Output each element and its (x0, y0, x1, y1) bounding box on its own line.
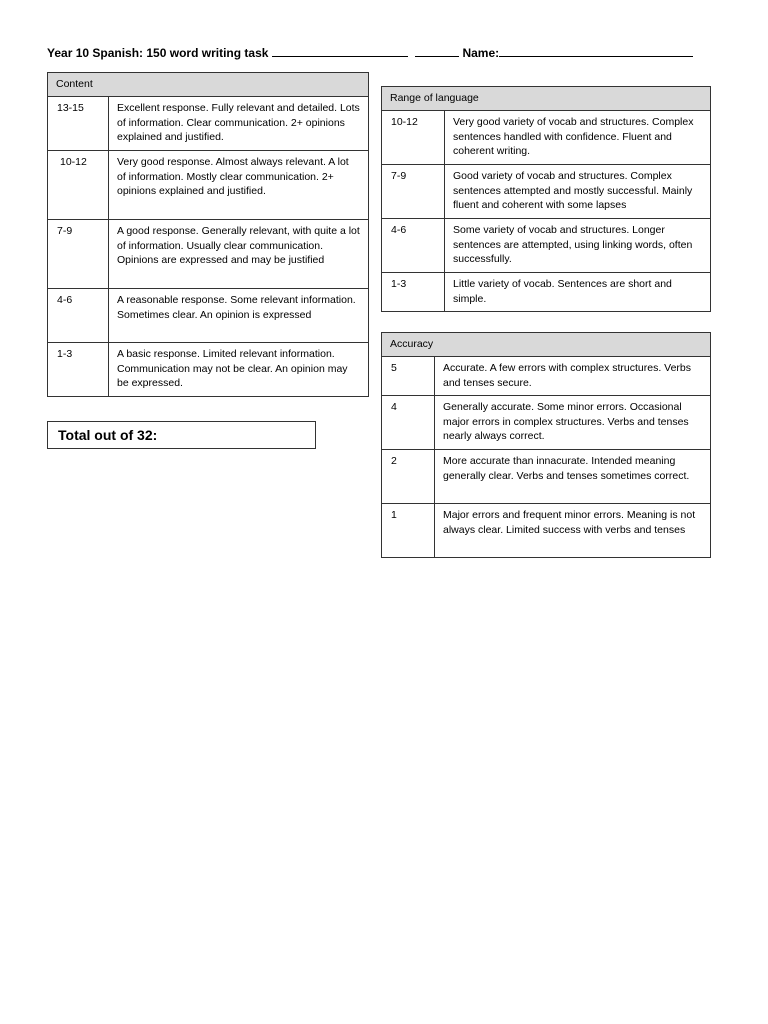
table-row (48, 343, 369, 397)
band-score: 4-6 (48, 289, 109, 343)
table-row (382, 504, 711, 558)
table-row (382, 219, 711, 273)
band-description: Good variety of vocab and structures. Complex sentences attempted and mostly successful. Mainly fluent and coherent with some lapses (445, 165, 711, 219)
table-row (382, 273, 711, 312)
band-score: 4 (382, 396, 435, 450)
band-description: A good response. Generally relevant, with quite a lot of information. Usually clear communication. Opinions are expressed and may be justified (109, 220, 369, 289)
name-label: Name: (462, 46, 500, 60)
band-description: More accurate than innacurate. Intended meaning generally clear. Verbs and tenses sometimes correct. (435, 450, 711, 504)
band-score: 4-6 (382, 219, 445, 273)
band-score: 5 (382, 357, 435, 396)
name-field-line (499, 44, 693, 57)
band-description: A reasonable response. Some relevant information. Sometimes clear. An opinion is expressed (109, 289, 369, 343)
total-score-box (47, 421, 316, 449)
band-score: 7-9 (382, 165, 445, 219)
band-description: A basic response. Limited relevant information. Communication may not be clear. An opinion may be expressed. (109, 343, 369, 397)
accuracy-heading: Accuracy (382, 333, 711, 357)
range-heading: Range of language (382, 87, 711, 111)
band-description: Accurate. A few errors with complex structures. Verbs and tenses secure. (435, 357, 711, 396)
band-score: 13-15 (48, 97, 109, 151)
band-description: Very good response. Almost always relevant. A lot of information. Mostly clear communication. 2+ opinions explained and justified. (109, 151, 369, 220)
band-description: Little variety of vocab. Sentences are short and simple. (445, 273, 711, 312)
band-score: 1-3 (48, 343, 109, 397)
band-description: Excellent response. Fully relevant and detailed. Lots of information. Clear communication. 2+ opinions explained and justified. (109, 97, 369, 151)
band-score: 1-3 (382, 273, 445, 312)
gap-underline (415, 44, 459, 57)
band-score: 2 (382, 450, 435, 504)
band-description: Some variety of vocab and structures. Longer sentences are attempted, using linking words, often successfully. (445, 219, 711, 273)
band-score: 1 (382, 504, 435, 558)
band-description: Major errors and frequent minor errors. Meaning is not always clear. Limited success with verbs and tenses (435, 504, 711, 558)
worksheet-header (47, 44, 693, 60)
table-row (382, 165, 711, 219)
page-title: Year 10 Spanish: 150 word writing task (47, 46, 269, 60)
band-description: Generally accurate. Some minor errors. Occasional major errors in complex structures. Verbs and tenses nearly always correct. (435, 396, 711, 450)
table-row (382, 450, 711, 504)
band-description: Very good variety of vocab and structures. Complex sentences handled with confidence. Fluent and coherent writing. (445, 111, 711, 165)
band-score: 10-12 (48, 151, 109, 220)
total-label: Total out of 32: (58, 427, 158, 443)
table-row (48, 97, 369, 151)
band-score: 7-9 (48, 220, 109, 289)
table-row (382, 357, 711, 396)
table-row (48, 151, 369, 220)
content-table (47, 72, 369, 397)
band-score: 10-12 (382, 111, 445, 165)
table-row (48, 220, 369, 289)
table-row (382, 396, 711, 450)
content-heading: Content (48, 73, 369, 97)
range-of-language-table (381, 86, 711, 312)
table-row (48, 289, 369, 343)
accuracy-table (381, 332, 711, 558)
table-row (382, 111, 711, 165)
title-underline (272, 44, 408, 57)
